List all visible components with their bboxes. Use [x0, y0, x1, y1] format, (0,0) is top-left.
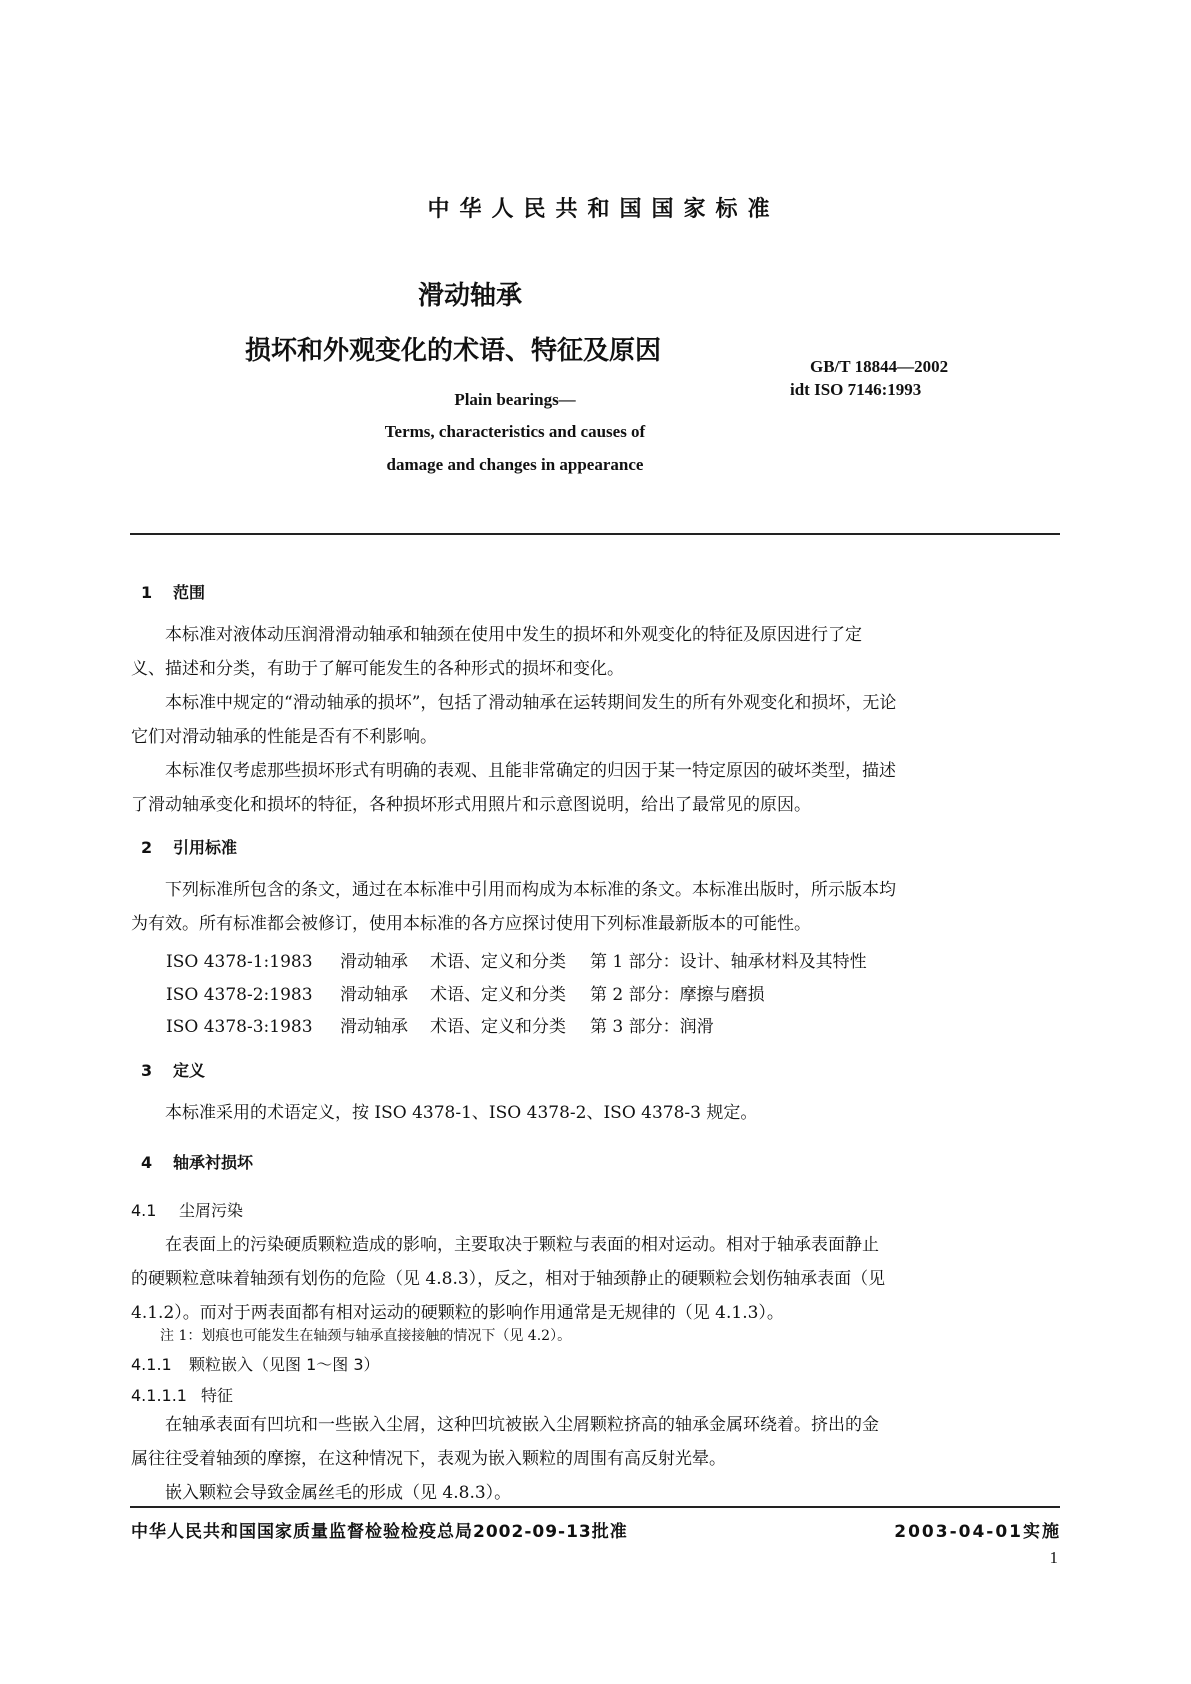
title-en-line1: Plain bearings—	[454, 390, 576, 409]
section-2-heading: 2 引用标准	[141, 838, 238, 857]
approval-text: 中华人民共和国国家质量监督检验检疫总局2002-09-13批准	[131, 1522, 628, 1542]
standard-code: GB/T 18844—2002	[810, 357, 949, 376]
national-standard-heading: 中华人民共和国国家标准	[427, 197, 780, 222]
section-2-paragraph: 下列标准所包含的条文，通过在本标准中引用而构成为本标准的条文。本标准出版时，所示版本均 为有效。所有标准都会被修订，使用本标准的各方应探讨使用下列标准最新版本的可能性。	[131, 880, 896, 934]
section-1-heading: 1 范围	[141, 583, 206, 602]
standard-idt: idt ISO 7146:1993	[790, 380, 922, 399]
section-4-1-1-1-heading: 4.1.1.1 特征	[131, 1386, 234, 1405]
reference-item: ISO 4378-1:1983 滑动轴承 术语、定义和分类 第 1 部分：设计、轴承材料及其特性	[166, 952, 867, 972]
page-number: 1	[1049, 1548, 1058, 1567]
section-4-1-heading: 4.1 尘屑污染	[131, 1201, 244, 1220]
section-3-paragraph: 本标准采用的术语定义，按 ISO 4378-1、ISO 4378-2、ISO 4378-3 规定。	[165, 1103, 758, 1123]
effective-date: 2003-04-01实施	[894, 1522, 1061, 1542]
section-4-1-1-heading: 4.1.1 颗粒嵌入（见图 1～图 3）	[131, 1355, 380, 1374]
note-1: 注 1：划痕也可能发生在轴颈与轴承直接接触的情况下（见 4.2）。	[160, 1328, 572, 1344]
section-4-1-paragraph: 在表面上的污染硬质颗粒造成的影响，主要取决于颗粒与表面的相对运动。相对于轴承表面静止 的硬颗粒意味着轴颈有划伤的危险（见 4.8.3），反之，相对于轴颈静止的硬颗粒会划伤轴承表面（见 4.1.2）。而对于两表面都有相对运动的硬颗粒的影响作用通常是无规律的（见 4.1.3）。	[131, 1235, 886, 1323]
section-4-heading: 4 轴承衬损坏	[141, 1153, 254, 1172]
title-en-line3: damage and changes in appearance	[386, 455, 644, 474]
section-1-paragraph-1: 本标准对液体动压润滑滑动轴承和轴颈在使用中发生的损坏和外观变化的特征及原因进行了定 义、描述和分类，有助于了解可能发生的各种形式的损坏和变化。 本标准中规定的“滑动轴承的损坏”，包括了滑动轴承在运转期间发生的所有外观变化和损坏，无论 它们对滑动轴承的性能是否有不利影响。 本标准仅考虑那些损坏形式有明确的表观、且能非常确定的归因于某一特定原因的破坏类型，描述 了滑动轴承变化和损坏的特征，各种损坏形式用照片和示意图说明，给出了最常见的原因。	[131, 625, 897, 815]
header-divider	[130, 533, 1060, 535]
footer-divider	[130, 1506, 1060, 1508]
section-3-heading: 3 定义	[141, 1061, 206, 1080]
reference-item: ISO 4378-3:1983 滑动轴承 术语、定义和分类 第 3 部分：润滑	[166, 1017, 714, 1037]
reference-item: ISO 4378-2:1983 滑动轴承 术语、定义和分类 第 2 部分：摩擦与磨损	[166, 985, 765, 1005]
title-en-line2: Terms, characteristics and causes of	[384, 422, 646, 441]
title-cn-line1: 滑动轴承	[418, 281, 523, 311]
section-4-1-1-1-paragraph: 在轴承表面有凹坑和一些嵌入尘屑，这种凹坑被嵌入尘屑颗粒挤高的轴承金属环绕着。挤出的金 属往往受着轴颈的摩擦，在这种情况下，表观为嵌入颗粒的周围有高反射光晕。 嵌入颗粒会导致金属丝毛的形成（见 4.8.3）。	[131, 1415, 879, 1503]
title-cn-line2: 损坏和外观变化的术语、特征及原因	[245, 336, 662, 366]
